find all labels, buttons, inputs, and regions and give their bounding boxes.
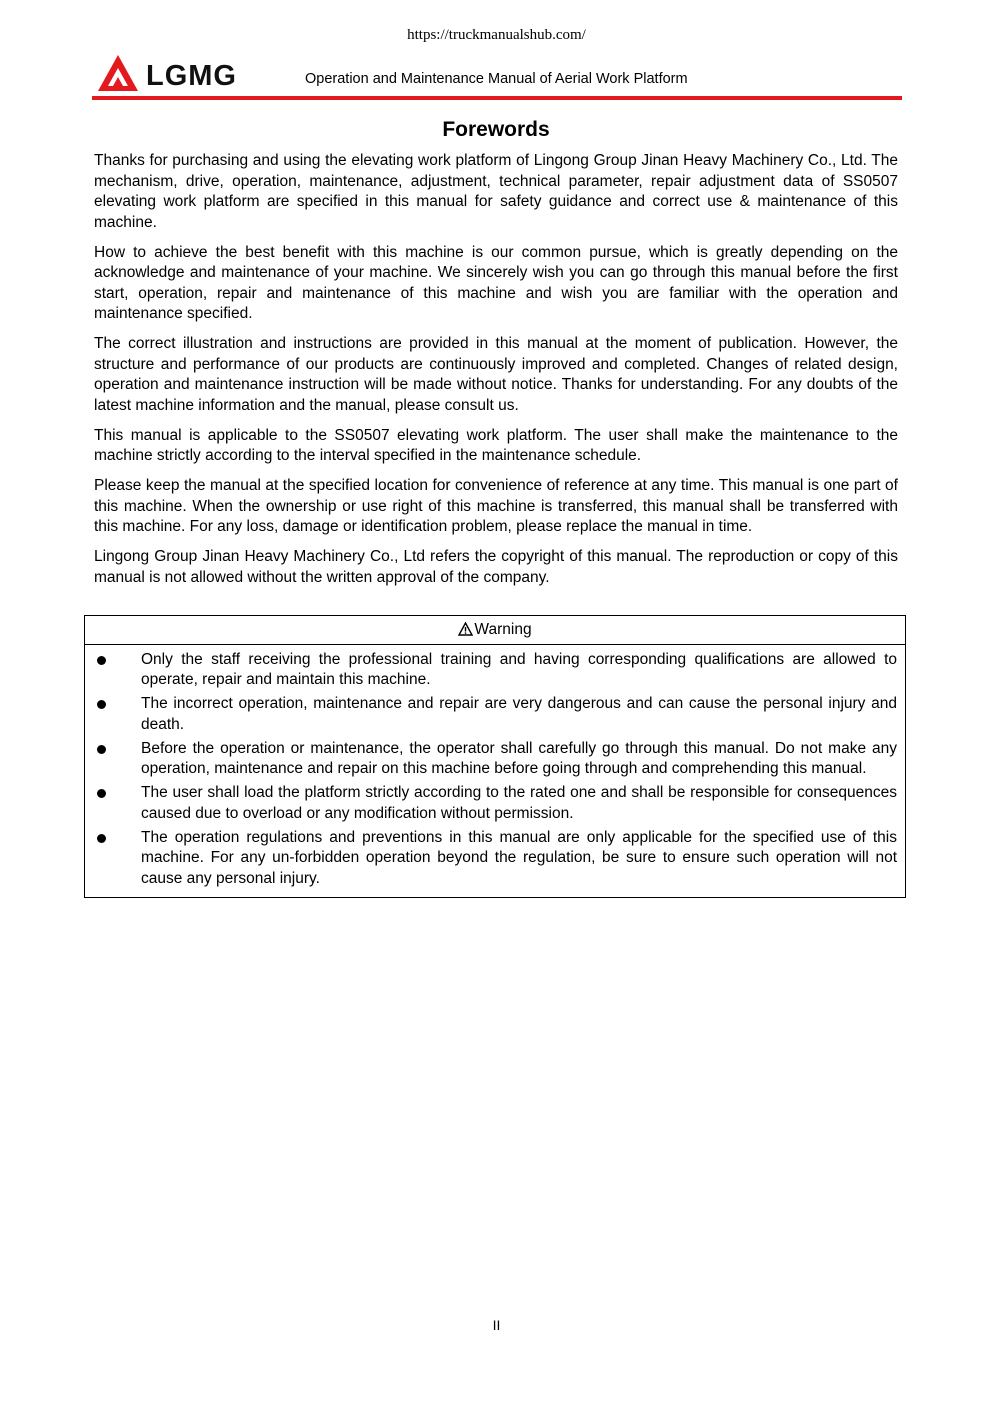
warning-header — [85, 616, 905, 645]
list-item — [85, 828, 897, 890]
bullet-icon — [97, 700, 106, 709]
warning-text: Before the operation or maintenance, the operator shall carefully go through this manual. Do not make any operation, maintenance and repair on this machine before going through and comprehending this manual. — [141, 739, 897, 777]
list-item — [85, 739, 897, 780]
warning-text: The operation regulations and preventions in this manual are only applicable for the specified use of this machine. For any un-forbidden operation beyond the regulation, be sure to ensure such operation will not cause any personal injury. — [141, 828, 897, 887]
header-divider — [92, 96, 902, 100]
paragraph: Lingong Group Jinan Heavy Machinery Co., Ltd refers the copyright of this manual. The reproduction or copy of this manual is not allowed without the written approval of the company. — [94, 548, 898, 586]
warning-text: The user shall load the platform strictly according to the rated one and shall be responsible for consequences caused due to overload or any modification without permission. — [141, 784, 897, 822]
list-item — [85, 694, 897, 735]
paragraph: Please keep the manual at the specified location for convenience of reference at any time. This manual is one part of this machine. When the ownership or use right of this machine is transferred, this manual shall be transferred with this machine. For any loss, damage or identification problem, please replace the manual in time. — [94, 477, 898, 535]
paragraph: Thanks for purchasing and using the elevating work platform of Lingong Group Jinan Heavy Machinery Co., Ltd. The mechanism, drive, operation, maintenance, adjustment, technical parameter, repair adjustment data of SS0507 elevating work platform are specified in this manual for safety guidance and correct use & maintenance of this machine. — [94, 152, 898, 231]
page-title: Forewords — [442, 118, 550, 141]
warning-triangle-icon — [458, 622, 473, 636]
warning-title: Warning — [474, 621, 532, 638]
paragraph: How to achieve the best benefit with this machine is our common pursue, which is greatly depending on the acknowledge and maintenance of your machine. We sincerely wish you can go through this manual before the first start, operation, repair and maintenance of this machine and wish you are familiar with the operation and maintenance specified. — [94, 243, 898, 322]
svg-text:LGMG: LGMG — [146, 60, 237, 92]
list-item — [85, 783, 897, 824]
bullet-icon — [97, 656, 106, 665]
list-item — [85, 650, 897, 691]
forewords-section — [94, 115, 898, 598]
source-url[interactable]: https://truckmanualshub.com/ — [407, 27, 586, 43]
paragraph: This manual is applicable to the SS0507 elevating work platform. The user shall make the maintenance to the machine strictly according to the interval specified in the maintenance schedule. — [94, 426, 898, 464]
bullet-icon — [97, 789, 106, 798]
page-number: II — [492, 1317, 501, 1333]
warning-text: The incorrect operation, maintenance and repair are very dangerous and can cause the personal injury and death. — [141, 695, 897, 733]
header-title: Operation and Maintenance Manual of Aerial Work Platform — [305, 71, 688, 87]
warning-box — [84, 615, 906, 898]
warning-text: Only the staff receiving the professional training and having corresponding qualifications are allowed to operate, repair and maintain this machine. — [141, 650, 897, 688]
paragraph: The correct illustration and instructions are provided in this manual at the moment of publication. However, the structure and performance of our products are continuously improved and completed. Changes of related design, operation and maintenance instruction will be made without notice. Thanks for understanding. For any doubts of the latest machine information and the manual, please consult us. — [94, 335, 898, 414]
warning-list — [85, 645, 905, 897]
bullet-icon — [97, 834, 106, 843]
bullet-icon — [97, 745, 106, 754]
lgmg-logo — [96, 52, 262, 94]
